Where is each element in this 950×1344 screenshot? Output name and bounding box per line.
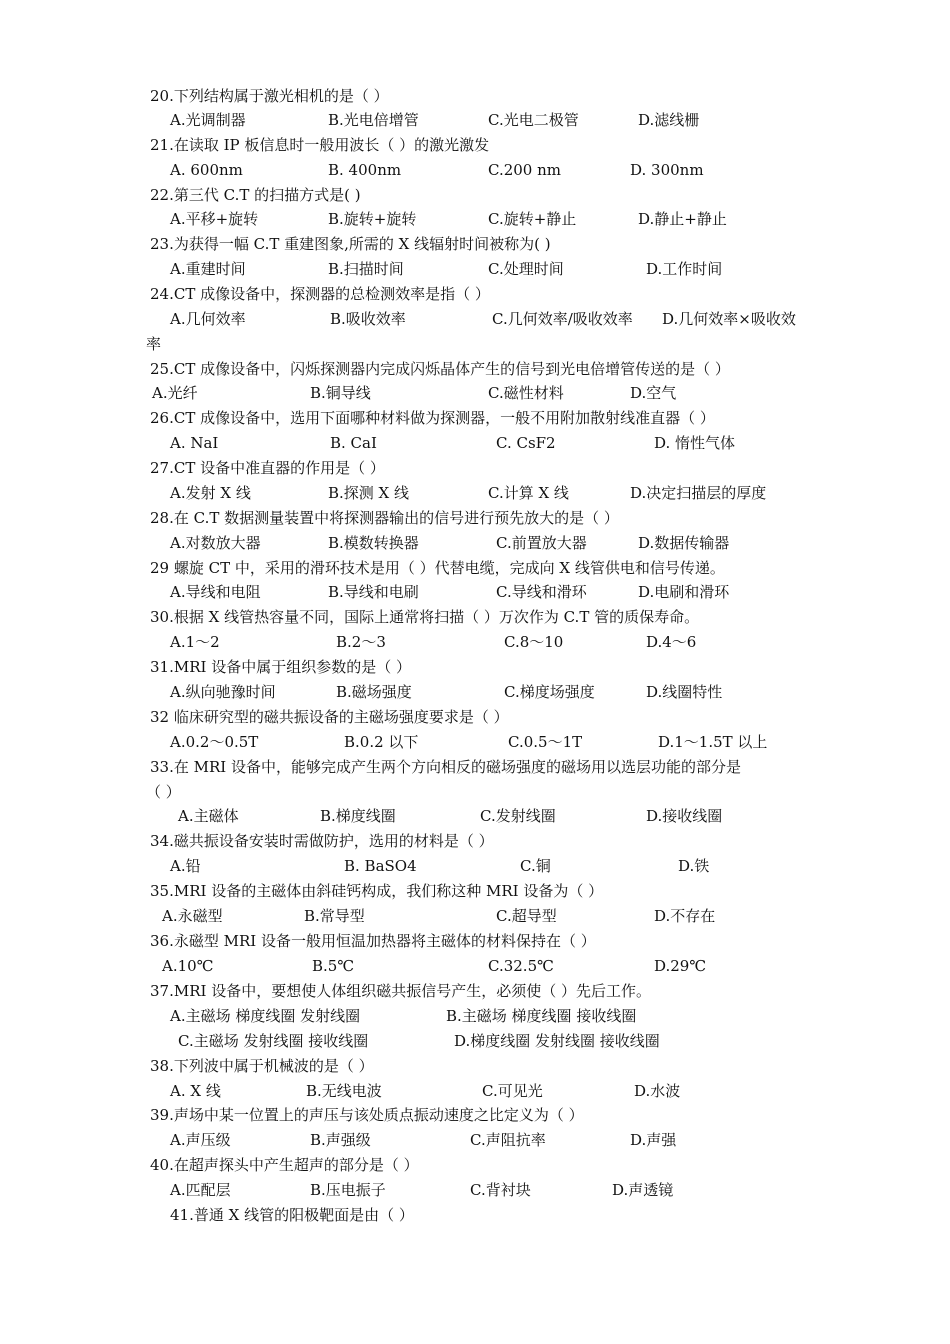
option-d: D.声强	[630, 1131, 677, 1149]
option-c: C.处理时间	[488, 260, 564, 278]
option-a: A.0.2～0.5T	[170, 733, 259, 751]
option-a: A.主磁场 梯度线圈 发射线圈	[170, 1007, 361, 1025]
option-b: B.声强级	[310, 1131, 371, 1149]
option-b: B.主磁场 梯度线圈 接收线圈	[446, 1007, 637, 1025]
option-c: C.200 nm	[488, 161, 561, 179]
question-33: 33.在 MRI 设备中，能够完成产生两个方向相反的磁场强度的磁场用以选层功能的部分是	[150, 758, 741, 776]
question-28: 28.在 C.T 数据测量装置中将探测器输出的信号进行预先放大的是（ ）	[150, 509, 619, 527]
option-a: A. NaI	[170, 434, 219, 452]
question-29: 29 螺旋 CT 中，采用的滑环技术是用（ ）代替电缆，完成向 X 线管供电和信号传递。	[150, 559, 725, 577]
option-d: D.不存在	[654, 907, 716, 925]
option-c: C.磁性材料	[488, 384, 564, 402]
option-c: C.几何效率/吸收效率	[492, 310, 633, 328]
option-b: B.旋转+旋转	[328, 210, 417, 228]
option-a: A.1～2	[170, 633, 220, 651]
option-c: C.梯度场强度	[504, 683, 595, 701]
option-a: A.导线和电阻	[170, 583, 261, 601]
question-31: 31.MRI 设备中属于组织参数的是（ ）	[150, 658, 411, 676]
option-b: B.探测 X 线	[328, 484, 410, 502]
option-c: C.发射线圈	[480, 807, 556, 825]
option-c: C.声阻抗率	[470, 1131, 546, 1149]
option-c: C.背衬块	[470, 1181, 531, 1199]
option-d: D.水波	[634, 1082, 681, 1100]
option-d: D.决定扫描层的厚度	[630, 484, 767, 502]
option-c: C.旋转+静止	[488, 210, 577, 228]
option-a: A.平移+旋转	[170, 210, 259, 228]
option-c: C. CsF2	[496, 434, 556, 452]
question-34: 34.磁共振设备安装时需做防护，选用的材料是（ ）	[150, 832, 494, 850]
option-a: A.光调制器	[170, 111, 246, 129]
question-25: 25.CT 成像设备中，闪烁探测器内完成闪烁晶体产生的信号到光电倍增管传送的是（ ）	[150, 360, 730, 378]
question-33-continued: （ ）	[146, 783, 181, 801]
option-c: C.8～10	[504, 633, 564, 651]
option-a: A.铅	[170, 857, 201, 875]
option-c: C.光电二极管	[488, 111, 579, 129]
option-d: D.梯度线圈 发射线圈 接收线圈	[454, 1032, 660, 1050]
option-a: A.几何效率	[170, 310, 246, 328]
option-a: A. 600nm	[170, 161, 243, 179]
option-d: D.4～6	[646, 633, 697, 651]
option-d-continued: 率	[146, 335, 162, 353]
option-d: D.滤线栅	[638, 111, 700, 129]
option-d: D.29℃	[654, 957, 707, 975]
option-a: A.重建时间	[170, 260, 246, 278]
option-a: A. X 线	[170, 1082, 221, 1100]
question-27: 27.CT 设备中准直器的作用是（ ）	[150, 459, 385, 477]
option-d: D.空气	[630, 384, 677, 402]
option-d: D.线圈特性	[646, 683, 723, 701]
question-26: 26.CT 成像设备中，选用下面哪种材料做为探测器，一般不用附加散射线准直器（ ）	[150, 409, 715, 427]
option-d: D. 300nm	[630, 161, 704, 179]
option-b: B.0.2 以下	[344, 733, 419, 751]
option-c: C.32.5℃	[488, 957, 554, 975]
option-d: D.铁	[678, 857, 710, 875]
option-b: B.5℃	[312, 957, 355, 975]
option-b: B.磁场强度	[336, 683, 412, 701]
option-a: A.10℃	[162, 957, 214, 975]
question-30: 30.根据 X 线管热容量不同，国际上通常将扫描（ ）万次作为 C.T 管的质保寿命。	[150, 608, 700, 626]
option-c: C.导线和滑环	[496, 583, 587, 601]
option-c: C.计算 X 线	[488, 484, 569, 502]
option-a: A.主磁体	[178, 807, 239, 825]
option-a: A.匹配层	[170, 1181, 231, 1199]
option-a: A.声压级	[170, 1131, 231, 1149]
option-b: B.吸收效率	[330, 310, 406, 328]
option-d: D.几何效率×吸收效	[662, 310, 796, 328]
option-a: A.光纤	[152, 384, 198, 402]
option-d: D.1～1.5T 以上	[658, 733, 768, 751]
option-c: C.0.5～1T	[508, 733, 583, 751]
option-b: B.常导型	[304, 907, 365, 925]
option-d: D.接收线圈	[646, 807, 723, 825]
question-24: 24.CT 成像设备中，探测器的总检测效率是指（ ）	[150, 285, 490, 303]
option-d: D.电刷和滑环	[638, 583, 730, 601]
option-d: D.工作时间	[646, 260, 723, 278]
option-a: A.永磁型	[162, 907, 223, 925]
question-21: 21.在读取 IP 板信息时一般用波长（ ）的激光激发	[150, 136, 490, 154]
option-d: D.静止+静止	[638, 210, 727, 228]
option-c: C.铜	[520, 857, 551, 875]
question-20: 20.下列结构属于激光相机的是（ ）	[150, 87, 389, 105]
option-b: B.扫描时间	[328, 260, 404, 278]
question-39: 39.声场中某一位置上的声压与该处质点振动速度之比定义为（ ）	[150, 1106, 584, 1124]
option-a: A.对数放大器	[170, 534, 261, 552]
option-d: D. 惰性气体	[654, 434, 736, 452]
option-a: A.纵向驰豫时间	[170, 683, 276, 701]
option-b: B. 400nm	[328, 161, 402, 179]
option-b: B.模数转换器	[328, 534, 419, 552]
question-35: 35.MRI 设备的主磁体由斜硅钙构成，我们称这种 MRI 设备为（ ）	[150, 882, 604, 900]
question-38: 38.下列波中属于机械波的是（ ）	[150, 1057, 374, 1075]
option-c: C.主磁场 发射线圈 接收线圈	[178, 1032, 369, 1050]
option-b: B. CaI	[330, 434, 377, 452]
question-23: 23.为获得一幅 C.T 重建图象,所需的 X 线辐射时间被称为( )	[150, 235, 551, 253]
option-d: D.声透镜	[612, 1181, 674, 1199]
question-32: 32 临床研究型的磁共振设备的主磁场强度要求是（ ）	[150, 708, 509, 726]
option-c: C.超导型	[496, 907, 557, 925]
question-40: 40.在超声探头中产生超声的部分是（ ）	[150, 1156, 419, 1174]
option-c: C.可见光	[482, 1082, 543, 1100]
option-b: B.导线和电刷	[328, 583, 419, 601]
option-b: B. BaSO4	[344, 857, 417, 875]
question-36: 36.永磁型 MRI 设备一般用恒温加热器将主磁体的材料保持在（ ）	[150, 932, 596, 950]
option-b: B.2～3	[336, 633, 386, 651]
question-37: 37.MRI 设备中，要想使人体组织磁共振信号产生，必须使（ ）先后工作。	[150, 982, 651, 1000]
option-b: B.光电倍增管	[328, 111, 419, 129]
option-a: A.发射 X 线	[170, 484, 251, 502]
question-41: 41.普通 X 线管的阳极靶面是由（ ）	[170, 1206, 414, 1224]
question-22: 22.第三代 C.T 的扫描方式是( )	[150, 186, 361, 204]
option-d: D.数据传输器	[638, 534, 730, 552]
option-b: B.压电振子	[310, 1181, 386, 1199]
option-b: B.无线电波	[306, 1082, 382, 1100]
option-c: C.前置放大器	[496, 534, 587, 552]
option-b: B.梯度线圈	[320, 807, 396, 825]
option-b: B.铜导线	[310, 384, 371, 402]
